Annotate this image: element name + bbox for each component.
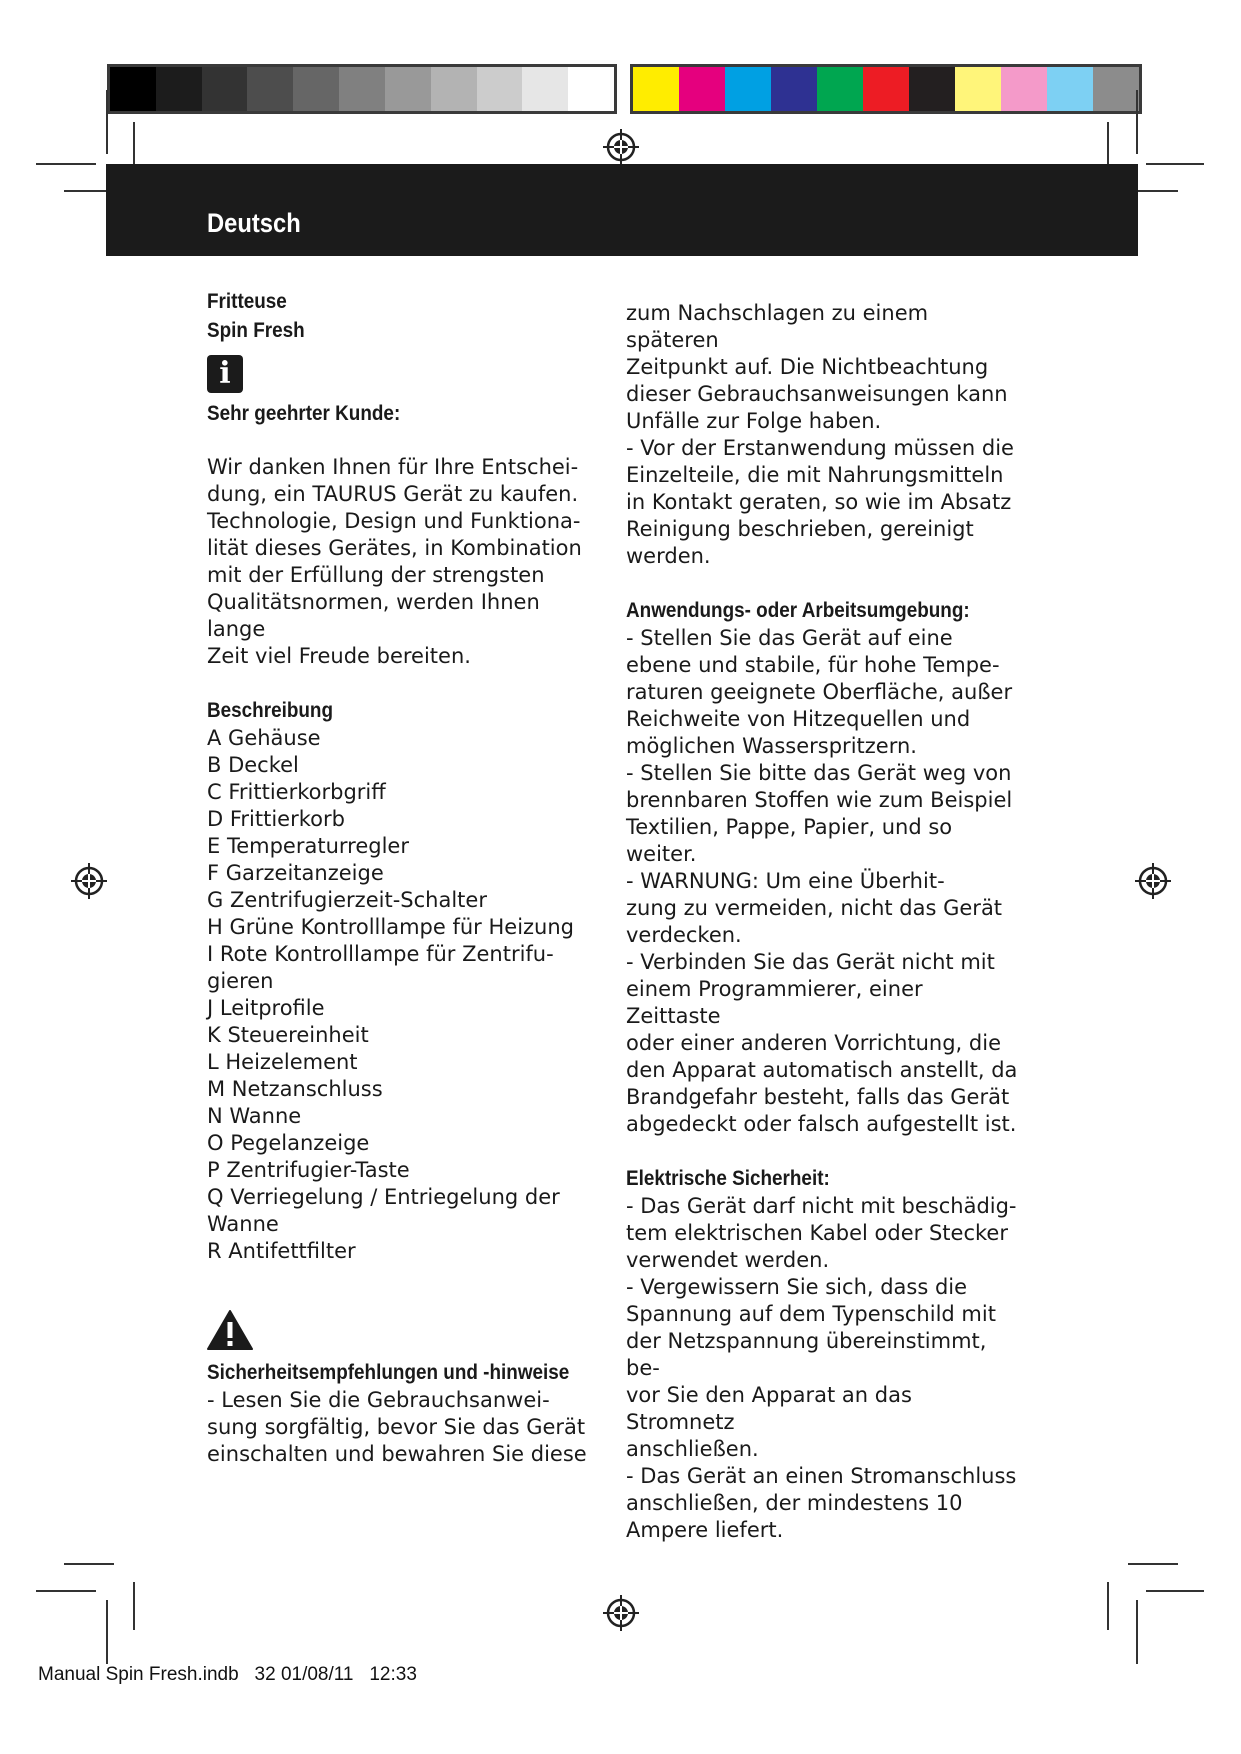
description-item: A Gehäuse	[207, 726, 321, 750]
crop-mark	[1146, 163, 1204, 165]
electric-safety-paragraph	[626, 1193, 1021, 1544]
text-line: zum Nachschlagen zu einem späteren	[626, 301, 929, 352]
description-item: H Grüne Kontrolllampe für Heizung	[207, 915, 575, 939]
text-line: Textilien, Pappe, Papier, und so	[626, 815, 953, 839]
text-line: Technologie, Design und Funktiona-	[207, 509, 581, 533]
text-line: zung zu vermeiden, nicht das Gerät	[626, 896, 1003, 920]
color-swatch	[909, 67, 955, 111]
crop-mark	[36, 163, 96, 165]
text-line: raturen geeignete Oberfläche, außer	[626, 680, 1013, 704]
crop-mark	[1128, 1563, 1178, 1565]
crop-mark	[1136, 1600, 1138, 1664]
text-line: den Apparat automatisch anstellt, da	[626, 1058, 1018, 1082]
right-column	[626, 300, 1021, 1544]
text-line: sung sorgfältig, bevor Sie das Gerät	[207, 1415, 586, 1439]
description-item: M Netzanschluss	[207, 1077, 383, 1101]
description-item: E Temperaturregler	[207, 834, 409, 858]
color-swatch	[1001, 67, 1047, 111]
text-line: mit der Erfüllung der strengsten	[207, 563, 545, 587]
color-swatch	[725, 67, 771, 111]
description-item: I Rote Kontrolllampe für Zentrifu-	[207, 942, 554, 966]
text-line: in Kontakt geraten, so wie im Absatz	[626, 490, 1012, 514]
slug-time: 12:33	[369, 1664, 417, 1685]
text-line: Zeitpunkt auf. Die Nichtbeachtung	[626, 355, 989, 379]
gray-swatch	[522, 67, 568, 111]
gray-swatch	[568, 67, 614, 111]
description-item: N Wanne	[207, 1104, 302, 1128]
text-line: Ampere liefert.	[626, 1518, 784, 1542]
text-line: tem elektrischen Kabel oder Stecker	[626, 1221, 1008, 1245]
text-line: - Vergewissern Sie sich, dass die	[626, 1275, 968, 1299]
description-item: P Zentrifugier-Taste	[207, 1158, 410, 1182]
text-line: einem Programmierer, einer Zeittaste	[626, 977, 923, 1028]
text-line: Einzelteile, die mit Nahrungsmitteln	[626, 463, 1004, 487]
text-line: abgedeckt oder falsch aufgestellt ist.	[626, 1112, 1017, 1136]
slug-date: 01/08/11	[280, 1664, 354, 1685]
grayscale-color-bar	[107, 64, 617, 114]
gray-swatch	[202, 67, 248, 111]
text-line: dieser Gebrauchsanweisungen kann	[626, 382, 1008, 406]
description-item: R Antifettfilter	[207, 1239, 356, 1263]
greeting-paragraph	[207, 454, 592, 670]
text-line: verwendet werden.	[626, 1248, 830, 1272]
registration-mark-icon	[602, 128, 640, 166]
text-line: oder einer anderen Vorrichtung, die	[626, 1031, 1001, 1055]
gray-swatch	[385, 67, 431, 111]
description-item: O Pegelanzeige	[207, 1131, 370, 1155]
left-column	[207, 287, 592, 1468]
crop-mark	[106, 90, 108, 154]
description-item: C Frittierkorbgriff	[207, 780, 386, 804]
safety-heading: Sicherheitsempfehlungen und -hinweise	[207, 1361, 570, 1384]
text-line: anschließen.	[626, 1437, 759, 1461]
text-line: Reichweite von Hitzequellen und	[626, 707, 971, 731]
color-swatch	[817, 67, 863, 111]
crop-mark	[1136, 90, 1138, 154]
text-line: anschließen, der mindestens 10	[626, 1491, 963, 1515]
text-line: ebene und stabile, für hohe Tempe-	[626, 653, 1000, 677]
gray-swatch	[339, 67, 385, 111]
product-name-line1: Fritteuse	[207, 290, 287, 313]
color-swatch	[955, 67, 1001, 111]
greeting-heading: Sehr geehrter Kunde:	[207, 402, 401, 425]
text-line: dung, ein TAURUS Gerät zu kaufen.	[207, 482, 579, 506]
text-line: Brandgefahr besteht, falls das Gerät	[626, 1085, 1010, 1109]
text-line: Spannung auf dem Typenschild mit	[626, 1302, 996, 1326]
color-swatch	[771, 67, 817, 111]
environment-paragraph	[626, 625, 1021, 1138]
description-item: G Zentrifugierzeit-Schalter	[207, 888, 487, 912]
text-line: - Das Gerät an einen Stromanschluss	[626, 1464, 1017, 1488]
text-line: einschalten und bewahren Sie diese	[207, 1442, 587, 1466]
crop-mark	[64, 1563, 114, 1565]
slug-page: 32	[254, 1664, 276, 1685]
warning-icon	[207, 1309, 253, 1351]
color-swatch	[679, 67, 725, 111]
gray-swatch	[110, 67, 156, 111]
text-line: brennbaren Stoffen wie zum Beispiel	[626, 788, 1013, 812]
description-item: K Steuereinheit	[207, 1023, 369, 1047]
text-line: lität dieses Gerätes, in Kombination	[207, 536, 582, 560]
text-line: Zeit viel Freude bereiten.	[207, 644, 471, 668]
description-item: J Leitprofile	[207, 996, 325, 1020]
description-item: F Garzeitanzeige	[207, 861, 384, 885]
text-line: der Netzspannung übereinstimmt, be-	[626, 1329, 987, 1380]
text-line: Qualitätsnormen, werden Ihnen lange	[207, 590, 540, 641]
gray-swatch	[156, 67, 202, 111]
description-heading: Beschreibung	[207, 699, 334, 722]
text-line: - Das Gerät darf nicht mit beschädig-	[626, 1194, 1017, 1218]
product-name-line2: Spin Fresh	[207, 319, 305, 342]
color-swatch	[633, 67, 679, 111]
text-line: verdecken.	[626, 923, 742, 947]
description-item: Q Verriegelung / Entriegelung der	[207, 1185, 560, 1209]
text-line: - Vor der Erstanwendung müssen die	[626, 436, 1014, 460]
text-line: Unfälle zur Folge haben.	[626, 409, 882, 433]
text-line: - Stellen Sie bitte das Gerät weg von	[626, 761, 1012, 785]
language-title: Deutsch	[207, 208, 301, 238]
gray-swatch	[431, 67, 477, 111]
description-item: gieren	[207, 969, 274, 993]
environment-heading: Anwendungs- oder Arbeitsumgebung:	[626, 599, 970, 622]
description-item: B Deckel	[207, 753, 299, 777]
info-icon: i	[207, 355, 243, 393]
crop-mark	[36, 1590, 96, 1592]
text-line: weiter.	[626, 842, 697, 866]
text-line: - Lesen Sie die Gebrauchsanwei-	[207, 1388, 550, 1412]
registration-mark-icon	[1134, 862, 1172, 900]
registration-mark-icon	[70, 862, 108, 900]
text-line: vor Sie den Apparat an das Stromnetz	[626, 1383, 912, 1434]
crop-mark	[106, 1600, 108, 1664]
slug-file: Manual Spin Fresh.indb	[38, 1664, 239, 1685]
text-line: möglichen Wasserspritzern.	[626, 734, 917, 758]
crop-mark	[1107, 1582, 1109, 1630]
text-line: - Verbinden Sie das Gerät nicht mit	[626, 950, 995, 974]
text-line: Wir danken Ihnen für Ihre Entschei-	[207, 455, 579, 479]
print-slug	[38, 1664, 417, 1686]
gray-swatch	[247, 67, 293, 111]
safety-paragraph	[207, 1387, 592, 1468]
description-item: L Heizelement	[207, 1050, 358, 1074]
color-swatch	[1093, 67, 1139, 111]
process-color-bar	[630, 64, 1142, 114]
color-swatch	[1047, 67, 1093, 111]
gray-swatch	[477, 67, 523, 111]
description-item: Wanne	[207, 1212, 279, 1236]
text-line: Reinigung beschrieben, gereinigt	[626, 517, 974, 541]
text-line: - Stellen Sie das Gerät auf eine	[626, 626, 953, 650]
registration-mark-icon	[602, 1594, 640, 1632]
text-line: - WARNUNG: Um eine Überhit-	[626, 869, 945, 893]
description-item: D Frittierkorb	[207, 807, 345, 831]
text-line: werden.	[626, 544, 711, 568]
safety-continued-paragraph	[626, 300, 1021, 570]
description-list	[207, 725, 592, 1265]
electric-safety-heading: Elektrische Sicherheit:	[626, 1167, 830, 1190]
crop-mark	[133, 1582, 135, 1630]
gray-swatch	[293, 67, 339, 111]
color-swatch	[863, 67, 909, 111]
crop-mark	[1146, 1590, 1204, 1592]
